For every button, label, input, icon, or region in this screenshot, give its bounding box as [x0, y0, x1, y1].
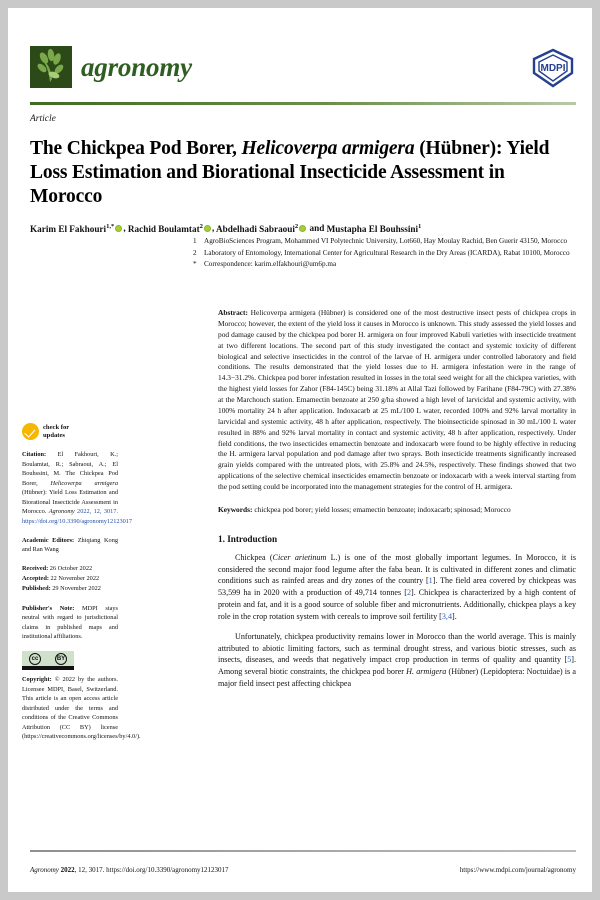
svg-text:MDPI: MDPI	[540, 63, 566, 74]
correspondence-item	[193, 259, 576, 269]
publisher-note-block	[22, 604, 118, 642]
citation-ref-5[interactable]: 5	[567, 655, 572, 665]
correspondence-email[interactable]: Correspondence: karim.elfakhouri@um6p.ma	[204, 260, 337, 269]
author-item[interactable]	[216, 224, 307, 234]
orcid-icon[interactable]	[204, 225, 211, 232]
author-list	[30, 221, 576, 235]
keywords-section	[218, 505, 576, 516]
footer-year: 2022	[58, 866, 75, 874]
intro-p2-seg3: (Hübner) (Lepidoptera: Noctuidae) is a major field insect pest affecting chickpea	[218, 667, 576, 689]
title-block	[30, 114, 576, 235]
author-separator: ,	[211, 223, 217, 234]
creative-commons-badge[interactable]	[22, 651, 118, 670]
affiliation-text: Laboratory of Entomology, International Center for Agricultural Research in the Dry Areas (ICARDA), Rabat 10100, Morocco	[204, 248, 570, 257]
keywords-label: Keywords:	[218, 504, 253, 514]
author-separator: ,	[123, 223, 128, 234]
title-segment-1: The Chickpea Pod Borer,	[30, 138, 242, 160]
intro-p1-seg2: L.) is one of the most globally important legumes. In Morocco, it is considered the second major food legume after the faba bean. It is cultivated in different zones and climatic conditions such as rainfed areas and dry zones of the country [	[218, 552, 576, 586]
author-separator: and	[307, 223, 327, 234]
correspondence-marker: *	[193, 260, 197, 269]
orcid-icon[interactable]	[115, 225, 122, 232]
received-value: 26 October 2022	[48, 564, 93, 572]
affiliation-text: AgroBioSciences Program, Mohammed VI Polytechnic University, Lot660, Hay Moulay Rachid, Ben Guerir 43150, Morocco	[204, 237, 568, 245]
paper-page	[8, 8, 592, 892]
keywords-text: chickpea pod borer; yield losses; emamectin benzoate; indoxacarb; spinosad; Morocco	[252, 504, 511, 514]
author-affiliation-marker: 1	[418, 222, 422, 230]
checkmark-icon	[22, 423, 39, 440]
abstract-text: Helicoverpa armigera (Hübner) is considered one of the most destructive insect pests of chickpea crops in Morocco; however, the extent of the yield loss it causes in Morocco is unknown. This study assessed the yield losses and pod damage caused by the chickpea pod borer H. armigera on four improved Kabuli varieties with insecticide treatment at two different locations. The second part of this study investigated the contact and systemic toxicity of different biological and selective insecticides in the control of the larvae of H. armigera under controlled laboratory and field conditions. The results demonstrated that the yield losses due to H. armigera infestation were in the range of 14.3−31.2%. Chickpea pod borer infestation resulted in losses in the total seed weight for all the chickpea varieties, with the highest yield losses for Zahor (F84-145C) being 31.18% at Allal Tazi followed by Farihane (F84-79C) with 27.38% at the Marchouch station. Emamectin benzoate at 250 g/ha showed a high level of larvicidal and systemic activity, with 100% mortality 24 h after application. Indoxacarb at 25 mL/100 L water, recorded 100% and 92% larval mortality in larvicidal and systemic activity, 48 h after application, respectively. The bioinsecticide spinosad in 30 mL/100 L water resulted in 88% and 92% larval mortality in contact and systemic activity, 48 h after application, respectively. Under field conditions, the two insecticides emamectin benzoate and indoxacarb were found to be highly effective in reducing the H. armigera larval population and pod damage after two sprays. Both insecticide treatments significantly increased grain yields compared with the untreated plots, with 25.8% and 24.5%, respectively. These findings showed that two applications of the selective chemical insecticides emamectin benzoate or indoxacarb with a week interval starting from the pod setting could be incorporated into the management strategies for the control of H. armigera.	[218, 308, 576, 491]
author-item[interactable]	[128, 224, 212, 234]
intro-p1-seg1: Chickpea (	[235, 552, 273, 562]
intro-p2-seg2: ]. Among several biotic constraints, the chickpea pod borer	[218, 655, 576, 677]
title-species-name: Helicoverpa armigera	[241, 138, 415, 160]
sidebar	[22, 423, 141, 751]
article-type-label: Article	[30, 114, 56, 124]
author-name: Karim El Fakhouri	[30, 223, 107, 234]
author-affiliation-marker: 1,*	[106, 222, 115, 230]
footer-journal-name: Agronomy	[30, 866, 59, 874]
journal-logo	[30, 46, 192, 88]
cc-by-icon: BY	[55, 653, 67, 665]
citation-species: Helicoverpa armigera	[50, 479, 118, 487]
accepted-value: 22 November 2022	[48, 575, 100, 582]
citation-ref-1[interactable]: 1	[428, 576, 433, 586]
published-date	[22, 584, 118, 594]
citation-ref-3-4[interactable]: 3,4	[441, 611, 452, 621]
received-label: Received:	[22, 564, 49, 572]
academic-editors-names: Zhiqiang Kong and Ran Wang	[22, 536, 118, 554]
check-updates-line-1: check for	[43, 423, 70, 431]
cc-icon: cc	[29, 653, 41, 665]
affiliation-number: 2	[193, 248, 197, 257]
citation-ref-2[interactable]: 2	[406, 588, 411, 598]
author-name: Mustapha El Bouhssini	[326, 223, 419, 234]
intro-paragraph-1	[218, 552, 576, 623]
accepted-date	[22, 574, 118, 584]
intro-paragraph-2	[218, 631, 576, 690]
published-label: Published:	[22, 585, 51, 593]
copyright-label: Copyright:	[22, 676, 52, 683]
author-affiliation-marker: 2	[294, 222, 299, 230]
academic-editors-block	[22, 536, 118, 555]
abstract-label: Abstract:	[218, 308, 248, 317]
author-name: Abdelhadi Sabraoui	[216, 223, 295, 234]
mdpi-logo-icon	[530, 48, 576, 88]
intro-p1-seg3: ]. The field area covered by chickpeas was 53,599 ha in 2020 with a production of 49,714 tonnes [	[218, 576, 576, 598]
citation-label: Citation:	[22, 451, 47, 458]
accepted-label: Accepted:	[22, 575, 49, 582]
footer-citation	[30, 866, 229, 874]
author-name: Rachid Boulamtat	[127, 223, 200, 234]
publisher-note-label: Publisher's Note:	[22, 604, 75, 612]
footer-divider	[30, 850, 576, 852]
page-footer	[30, 866, 576, 874]
page-title	[30, 137, 576, 208]
affiliation-number: 1	[193, 237, 197, 245]
intro-p1-seg5: ].	[452, 611, 457, 621]
author-affiliation-marker: 2	[199, 222, 203, 230]
intro-p2-species: H. armigera	[406, 667, 447, 677]
received-date	[22, 564, 118, 574]
intro-p1-species: Cicer arietinum	[272, 552, 327, 562]
agronomy-plant-icon	[30, 46, 72, 88]
footer-journal-url[interactable]: https://www.mdpi.com/journal/agronomy	[459, 866, 576, 874]
abstract-section	[218, 308, 576, 493]
title-segment-2: (Hübner): Yield Loss Estimation and Biorational Insecticide Assessment in Morocco	[30, 138, 550, 207]
page-header	[30, 46, 576, 98]
citation-authors: El Fakhouri, K.; Boulamtat, R.; Sabraoui, A.; El Bouhssini, M. The Chickpea Pod Borer,	[22, 451, 118, 487]
affiliation-list	[193, 236, 576, 271]
academic-editors-label: Academic Editors:	[22, 536, 75, 544]
author-item[interactable]	[30, 224, 123, 234]
footer-doi[interactable]: , 12, 3017. https://doi.org/10.3390/agronomy12123017	[74, 866, 229, 874]
intro-p2-seg1: Unfortunately, chickpea productivity remains lower in Morocco than the world average. This is mainly attributed to abiotic limiting factors, such as terminal drought stress, and various biotic stresses, such as insects, diseases, and weeds that negatively impact crop production in terms of quality and quantity [	[218, 631, 576, 665]
affiliation-item	[193, 248, 576, 258]
section-heading-introduction: 1. Introduction	[218, 533, 278, 544]
journal-name: agronomy	[81, 51, 192, 82]
publisher-note-text: MDPI stays neutral with regard to jurisdictional claims in published maps and institutional affiliations.	[22, 604, 118, 641]
main-content	[218, 308, 576, 691]
check-for-updates-badge[interactable]	[22, 423, 118, 440]
author-item[interactable]	[327, 224, 422, 234]
check-updates-line-2: updates	[43, 431, 65, 439]
published-value: 29 November 2022	[50, 585, 101, 593]
publication-dates	[22, 564, 118, 595]
citation-doi[interactable]: 2022, 12, 3017. https://doi.org/10.3390/agronomy12123017	[22, 508, 133, 525]
orcid-icon[interactable]	[299, 225, 306, 232]
citation-journal: Agronomy	[48, 508, 75, 516]
copyright-block	[22, 675, 141, 742]
intro-p1-seg4: ]. Chickpea is characterized by a high content of protein and fat, and it is a good source of soluble fiber and micronutrients. Additionally, chickpea plays a key role in the crop rotation system with cereals to improve soil fertility [	[218, 588, 576, 621]
citation-block	[22, 450, 133, 527]
affiliation-item	[193, 236, 576, 246]
header-divider	[30, 102, 576, 105]
copyright-text: © 2022 by the authors. Licensee MDPI, Basel, Switzerland. This article is an open access article distributed under the terms and conditions of the Creative Commons Attribution (CC BY) license (https://creativecommons.org/licenses/by/4.0/).	[22, 676, 141, 741]
citation-title: (Hübner): Yield Loss Estimation and Biorational Insecticide Assessment in Morocco.	[22, 489, 118, 516]
